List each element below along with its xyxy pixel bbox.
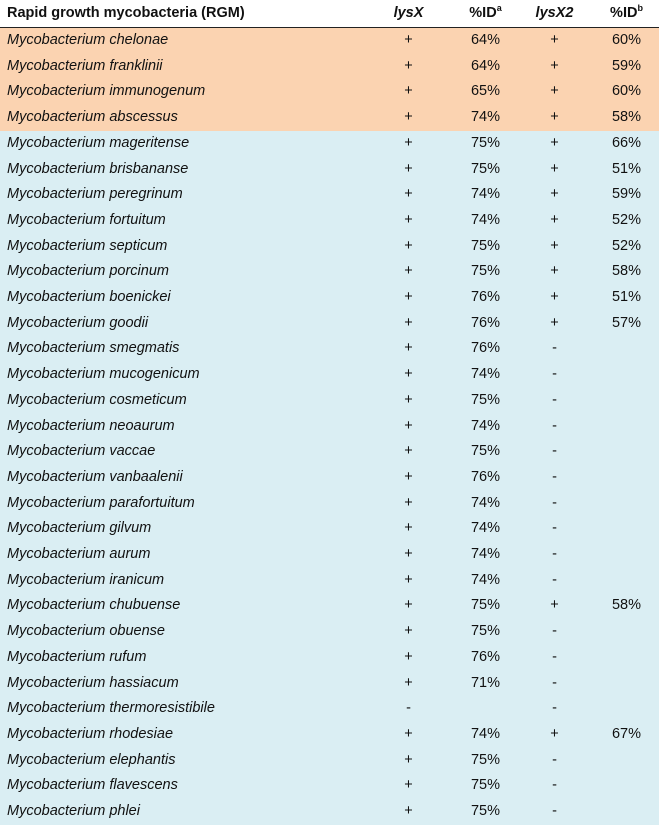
lysx2-cell: + — [515, 79, 594, 105]
table-row — [0, 799, 659, 825]
table-row — [0, 234, 659, 260]
lysx-cell: + — [361, 542, 456, 568]
id-a-cell: 75% — [456, 748, 515, 774]
table-row — [0, 311, 659, 337]
id-a-cell: 74% — [456, 182, 515, 208]
lysx2-cell: - — [515, 516, 594, 542]
id-a-cell: 76% — [456, 465, 515, 491]
id-b-cell: 51% — [594, 285, 659, 311]
species-cell: Mycobacterium mageritense — [0, 131, 361, 157]
id-a-cell: 75% — [456, 439, 515, 465]
id-b-cell: 59% — [594, 182, 659, 208]
species-cell: Mycobacterium thermoresistibile — [0, 696, 361, 722]
table-row — [0, 414, 659, 440]
lysx-cell: + — [361, 414, 456, 440]
lysx-cell: + — [361, 619, 456, 645]
id-b-cell — [594, 414, 659, 440]
species-cell: Mycobacterium goodii — [0, 311, 361, 337]
id-a-cell: 75% — [456, 593, 515, 619]
lysx-cell: + — [361, 182, 456, 208]
id-a-cell: 74% — [456, 362, 515, 388]
lysx2-cell: + — [515, 54, 594, 80]
species-cell: Mycobacterium franklinii — [0, 54, 361, 80]
species-cell: Mycobacterium phlei — [0, 799, 361, 825]
id-a-cell: 74% — [456, 208, 515, 234]
id-b-cell — [594, 799, 659, 825]
species-cell: Mycobacterium porcinum — [0, 259, 361, 285]
lysx2-cell: + — [515, 311, 594, 337]
lysx2-cell: + — [515, 234, 594, 260]
header-id-a-sup: a — [496, 3, 502, 14]
id-a-cell: 71% — [456, 671, 515, 697]
header-lysx: lysX — [361, 0, 456, 28]
species-cell: Mycobacterium elephantis — [0, 748, 361, 774]
species-cell: Mycobacterium obuense — [0, 619, 361, 645]
lysx2-cell: - — [515, 773, 594, 799]
lysx2-cell: + — [515, 285, 594, 311]
species-cell: Mycobacterium cosmeticum — [0, 388, 361, 414]
id-a-cell: 74% — [456, 414, 515, 440]
lysx-cell: + — [361, 131, 456, 157]
header-id-b-sup: b — [637, 3, 643, 14]
id-b-cell — [594, 619, 659, 645]
id-b-cell: 58% — [594, 259, 659, 285]
lysx2-cell: - — [515, 671, 594, 697]
header-row — [0, 0, 659, 28]
id-b-cell — [594, 696, 659, 722]
id-a-cell: 76% — [456, 285, 515, 311]
header-id-a — [456, 0, 515, 28]
id-a-cell: 75% — [456, 259, 515, 285]
header-id-a-label: %ID — [469, 5, 497, 21]
species-cell: Mycobacterium aurum — [0, 542, 361, 568]
lysx-cell: + — [361, 388, 456, 414]
table-row — [0, 593, 659, 619]
table-row — [0, 79, 659, 105]
id-a-cell — [456, 696, 515, 722]
species-cell: Mycobacterium vaccae — [0, 439, 361, 465]
table-row — [0, 696, 659, 722]
table-row — [0, 671, 659, 697]
id-b-cell — [594, 773, 659, 799]
lysx2-cell: - — [515, 748, 594, 774]
table-row — [0, 748, 659, 774]
id-a-cell: 76% — [456, 336, 515, 362]
species-cell: Mycobacterium vanbaalenii — [0, 465, 361, 491]
id-b-cell: 59% — [594, 54, 659, 80]
lysx2-cell: + — [515, 208, 594, 234]
id-b-cell: 52% — [594, 234, 659, 260]
id-a-cell: 74% — [456, 105, 515, 131]
species-cell: Mycobacterium rufum — [0, 645, 361, 671]
id-a-cell: 74% — [456, 516, 515, 542]
id-b-cell — [594, 671, 659, 697]
lysx2-cell: + — [515, 105, 594, 131]
table-row — [0, 645, 659, 671]
lysx-cell: + — [361, 208, 456, 234]
table-row — [0, 105, 659, 131]
id-b-cell: 57% — [594, 311, 659, 337]
species-cell: Mycobacterium boenickei — [0, 285, 361, 311]
lysx-cell: + — [361, 105, 456, 131]
id-a-cell: 76% — [456, 311, 515, 337]
lysx-cell: - — [361, 696, 456, 722]
id-b-cell: 58% — [594, 593, 659, 619]
lysx2-cell: - — [515, 388, 594, 414]
id-a-cell: 74% — [456, 568, 515, 594]
table-row — [0, 157, 659, 183]
lysx-cell: + — [361, 671, 456, 697]
lysx-cell: + — [361, 568, 456, 594]
id-b-cell — [594, 491, 659, 517]
id-b-cell: 58% — [594, 105, 659, 131]
lysx2-cell: - — [515, 619, 594, 645]
id-a-cell: 75% — [456, 388, 515, 414]
lysx2-cell: - — [515, 465, 594, 491]
id-b-cell — [594, 388, 659, 414]
id-a-cell: 75% — [456, 799, 515, 825]
table-row — [0, 619, 659, 645]
lysx2-cell: - — [515, 362, 594, 388]
lysx2-cell: + — [515, 131, 594, 157]
id-a-cell: 64% — [456, 28, 515, 54]
species-cell: Mycobacterium chelonae — [0, 28, 361, 54]
table-row — [0, 285, 659, 311]
species-cell: Mycobacterium brisbananse — [0, 157, 361, 183]
table-row — [0, 259, 659, 285]
id-b-cell — [594, 336, 659, 362]
species-cell: Mycobacterium hassiacum — [0, 671, 361, 697]
table-row — [0, 773, 659, 799]
species-cell: Mycobacterium gilvum — [0, 516, 361, 542]
lysx2-cell: + — [515, 259, 594, 285]
lysx-cell: + — [361, 259, 456, 285]
species-cell: Mycobacterium abscessus — [0, 105, 361, 131]
id-a-cell: 75% — [456, 131, 515, 157]
lysx2-cell: - — [515, 696, 594, 722]
species-cell: Mycobacterium chubuense — [0, 593, 361, 619]
lysx2-cell: + — [515, 722, 594, 748]
lysx-cell: + — [361, 362, 456, 388]
lysx2-cell: - — [515, 799, 594, 825]
species-cell: Mycobacterium immunogenum — [0, 79, 361, 105]
id-a-cell: 74% — [456, 722, 515, 748]
lysx2-cell: - — [515, 491, 594, 517]
id-b-cell — [594, 542, 659, 568]
id-b-cell — [594, 568, 659, 594]
id-b-cell — [594, 748, 659, 774]
id-b-cell — [594, 465, 659, 491]
species-cell: Mycobacterium peregrinum — [0, 182, 361, 208]
lysx2-cell: - — [515, 336, 594, 362]
table-row — [0, 465, 659, 491]
lysx2-cell: + — [515, 28, 594, 54]
id-a-cell: 74% — [456, 542, 515, 568]
lysx-cell: + — [361, 285, 456, 311]
species-cell: Mycobacterium iranicum — [0, 568, 361, 594]
lysx-cell: + — [361, 439, 456, 465]
table-row — [0, 491, 659, 517]
lysx-cell: + — [361, 645, 456, 671]
lysx-cell: + — [361, 722, 456, 748]
id-a-cell: 65% — [456, 79, 515, 105]
id-a-cell: 64% — [456, 54, 515, 80]
id-b-cell: 66% — [594, 131, 659, 157]
lysx2-cell: + — [515, 182, 594, 208]
lysx2-cell: - — [515, 439, 594, 465]
species-cell: Mycobacterium smegmatis — [0, 336, 361, 362]
lysx-cell: + — [361, 491, 456, 517]
lysx-cell: + — [361, 336, 456, 362]
table-row — [0, 336, 659, 362]
lysx-cell: + — [361, 593, 456, 619]
id-a-cell: 75% — [456, 157, 515, 183]
id-a-cell: 75% — [456, 619, 515, 645]
table-row — [0, 362, 659, 388]
species-cell: Mycobacterium flavescens — [0, 773, 361, 799]
id-b-cell: 60% — [594, 28, 659, 54]
lysx2-cell: - — [515, 414, 594, 440]
id-a-cell: 76% — [456, 645, 515, 671]
table-row — [0, 28, 659, 54]
table-row — [0, 542, 659, 568]
species-cell: Mycobacterium rhodesiae — [0, 722, 361, 748]
id-b-cell — [594, 645, 659, 671]
table-row — [0, 131, 659, 157]
table-row — [0, 182, 659, 208]
id-a-cell: 75% — [456, 773, 515, 799]
lysx-cell: + — [361, 516, 456, 542]
header-lysx2: lysX2 — [515, 0, 594, 28]
species-cell: Mycobacterium septicum — [0, 234, 361, 260]
lysx-cell: + — [361, 28, 456, 54]
table-row — [0, 54, 659, 80]
table-row — [0, 722, 659, 748]
lysx-cell: + — [361, 311, 456, 337]
species-cell: Mycobacterium neoaurum — [0, 414, 361, 440]
lysx-cell: + — [361, 748, 456, 774]
table-row — [0, 516, 659, 542]
header-id-b — [594, 0, 659, 28]
lysx-cell: + — [361, 465, 456, 491]
id-b-cell — [594, 362, 659, 388]
id-b-cell — [594, 439, 659, 465]
id-b-cell: 52% — [594, 208, 659, 234]
id-b-cell: 60% — [594, 79, 659, 105]
id-a-cell: 74% — [456, 491, 515, 517]
species-cell: Mycobacterium parafortuitum — [0, 491, 361, 517]
lysx-cell: + — [361, 773, 456, 799]
table-row — [0, 439, 659, 465]
lysx-cell: + — [361, 79, 456, 105]
lysx2-cell: + — [515, 157, 594, 183]
species-cell: Mycobacterium mucogenicum — [0, 362, 361, 388]
lysx2-cell: - — [515, 645, 594, 671]
id-b-cell: 67% — [594, 722, 659, 748]
lysx2-cell: - — [515, 568, 594, 594]
table-body — [0, 28, 659, 825]
lysx-cell: + — [361, 157, 456, 183]
species-cell: Mycobacterium fortuitum — [0, 208, 361, 234]
id-b-cell — [594, 516, 659, 542]
table-row — [0, 388, 659, 414]
lysx-cell: + — [361, 54, 456, 80]
lysx2-cell: + — [515, 593, 594, 619]
lysx2-cell: - — [515, 542, 594, 568]
header-species: Rapid growth mycobacteria (RGM) — [0, 0, 361, 28]
id-b-cell: 51% — [594, 157, 659, 183]
table-row — [0, 208, 659, 234]
id-a-cell: 75% — [456, 234, 515, 260]
lysx-cell: + — [361, 799, 456, 825]
table-row — [0, 568, 659, 594]
header-id-b-label: %ID — [610, 5, 638, 21]
lysx-cell: + — [361, 234, 456, 260]
